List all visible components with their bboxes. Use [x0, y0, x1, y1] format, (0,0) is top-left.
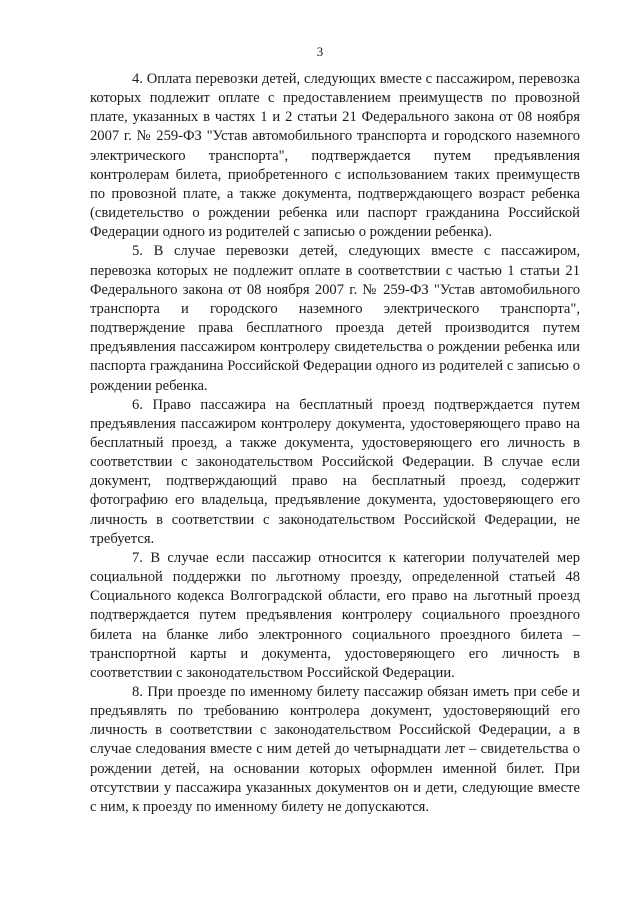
- paragraph-5: 5. В случае перевозки детей, следующих вместе с пассажиром, перевозка которых не подлежит оплате в соответствии с частью 1 статьи 21 Федерального закона от 08 ноября 2007 г. № 259-ФЗ "Устав автомобильного транспорта и городского наземного электрического транспорта", подтверждение права бесплатного проезда детей производится путем предъявления пассажиром контролеру свидетельства о рождении ребенка или паспорта гражданина Российской Федерации одного из родителей с записью о рождении ребенка.: [90, 243, 580, 394]
- document-body: [90, 70, 580, 817]
- paragraph-8: 8. При проезде по именному билету пассажир обязан иметь при себе и предъявлять по требованию контролера документ, удостоверяющий его личность в соответствии с законодательством Российской Федерации, а в случае следования вместе с ним детей до четырнадцати лет – свидетельства о рождении детей, на основании которых оформлен именной билет. При отсутствии у пассажира указанных документов он и дети, следующие вместе с ним, к проезду по именному билету не допускаются.: [90, 684, 580, 815]
- page-number: 3: [316, 44, 324, 59]
- paragraph-4: 4. Оплата перевозки детей, следующих вместе с пассажиром, перевозка которых подлежит оплате с предоставлением преимуществ по провозной плате, указанных в частях 1 и 2 статьи 21 Федерального закона от 08 ноября 2007 г. № 259-ФЗ "Устав автомобильного транспорта и городского наземного электрического транспорта", подтверждается путем предъявления контролерам билета, приобретенного с использованием таких преимуществ по провозной плате, а также документа, подтверждающего возраст ребенка (свидетельство о рождении ребенка или паспорт гражданина Российской Федерации одного из родителей с записью о рождении ребенка).: [90, 71, 580, 241]
- paragraph-7: 7. В случае если пассажир относится к категории получателей мер социальной поддержки по льготному проезду, определенной статьей 48 Социального кодекса Волгоградской области, его право на льготный проезд подтверждается путем предъявления контролеру социального проездного билета на бланке либо электронного социального проездного билета – транспортной карты и документа, удостоверяющего его личность в соответствии с законодательством Российской Федерации.: [90, 549, 580, 681]
- paragraph-6: 6. Право пассажира на бесплатный проезд подтверждается путем предъявления пассажиром контролеру документа, удостоверяющего право на бесплатный проезд, а также документа, удостоверяющего его личность в соответствии с законодательством Российской Федерации. В случае если документ, подтверждающий право на бесплатный проезд, содержит фотографию его владельца, предъявление документа, удостоверяющего его личность в соответствии с законодательством Российской Федерации, не требуется.: [90, 396, 580, 547]
